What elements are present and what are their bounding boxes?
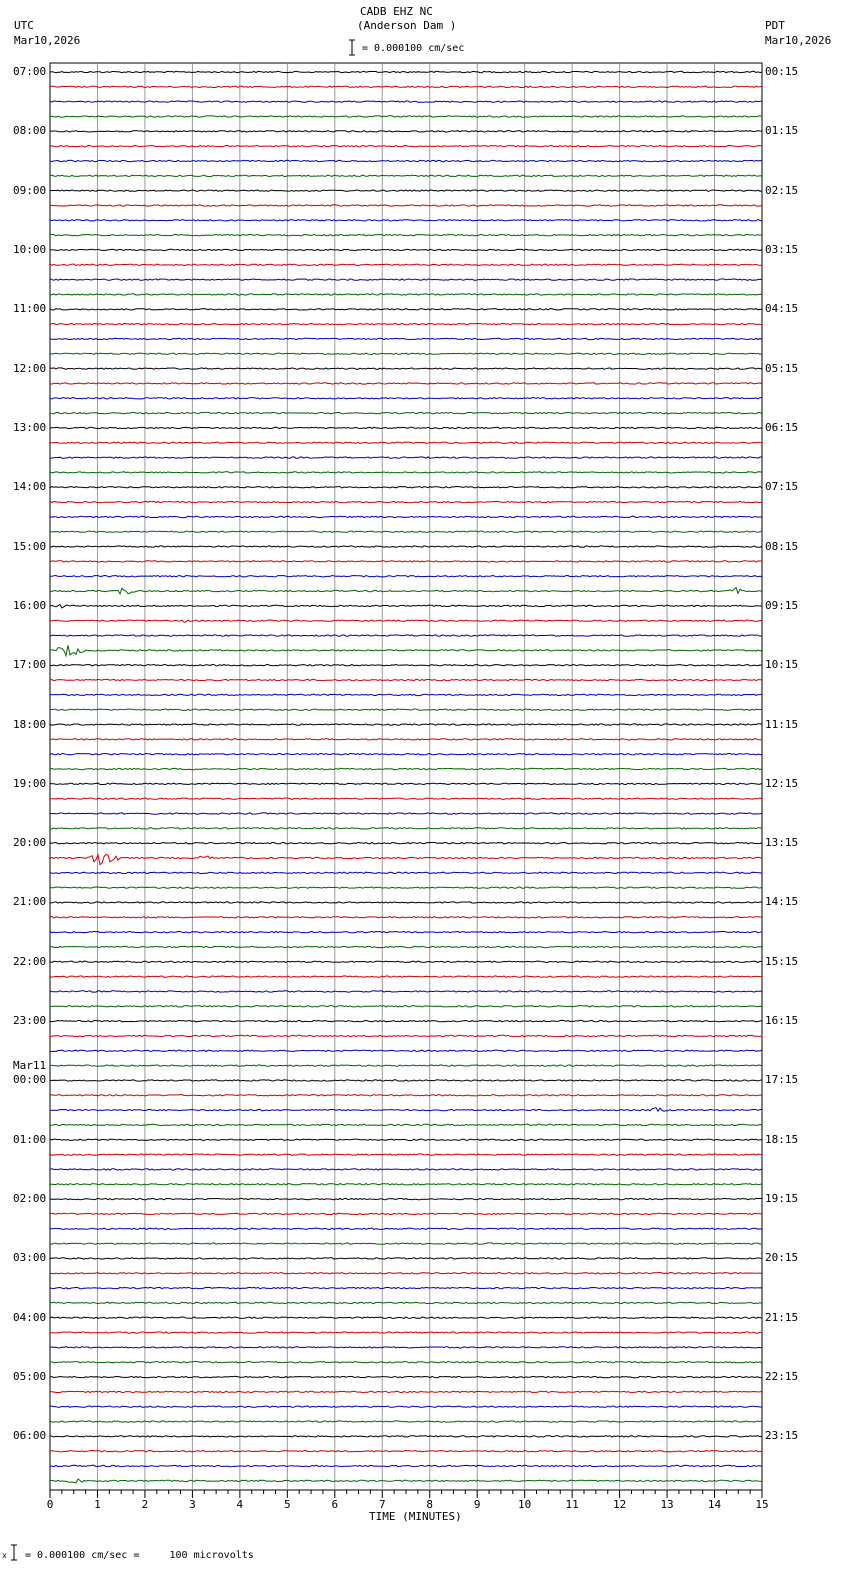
trace-66 (50, 1050, 762, 1051)
trace-48 (50, 783, 762, 784)
trace-91 (50, 1421, 762, 1422)
trace-64 (50, 1020, 762, 1021)
right-hour-label: 02:15 (765, 183, 799, 197)
x-tick-label: 0 (46, 1498, 54, 1511)
x-tick-label: 13 (660, 1498, 674, 1511)
trace-50 (50, 813, 762, 814)
left-hour-label: 10:00 (13, 242, 47, 256)
right-hour-label: 14:15 (765, 895, 799, 909)
trace-43 (50, 709, 762, 710)
x-tick-label: 8 (426, 1498, 434, 1511)
trace-16 (50, 309, 762, 310)
trace-54 (50, 872, 762, 873)
x-tick-label: 11 (565, 1498, 579, 1511)
trace-53 (50, 855, 762, 865)
trace-41 (50, 679, 762, 680)
trace-25 (50, 442, 762, 443)
trace-17 (50, 323, 762, 324)
trace-61 (50, 976, 762, 977)
right-hour-label: 16:15 (765, 1014, 799, 1028)
left-hour-label: 23:00 (13, 1014, 47, 1028)
left-hour-label: 13:00 (13, 420, 47, 434)
left-hour-label: 22:00 (13, 954, 47, 968)
left-hour-label: 11:00 (13, 302, 47, 316)
left-hour-label: 08:00 (13, 124, 47, 138)
trace-87 (50, 1362, 762, 1363)
right-date: Mar10,2026 (765, 34, 832, 47)
left-hour-label: 15:00 (13, 539, 47, 553)
right-hour-label: 08:15 (765, 539, 799, 553)
trace-layer (50, 71, 762, 1482)
x-tick-label: 5 (284, 1498, 291, 1511)
x-tick-label: 7 (378, 1498, 386, 1511)
left-hour-label: 14:00 (13, 480, 47, 494)
trace-1 (50, 86, 762, 87)
trace-76 (50, 1198, 762, 1199)
right-hour-label: 15:15 (765, 954, 799, 968)
scale-label: = 0.000100 cm/sec (362, 43, 465, 54)
trace-58 (50, 931, 762, 932)
trace-9 (50, 205, 762, 206)
trace-19 (50, 353, 762, 354)
trace-73 (50, 1154, 762, 1155)
right-hour-label: 11:15 (765, 717, 799, 731)
left-hour-label: 06:00 (13, 1429, 47, 1443)
left-date: Mar10,2026 (14, 34, 81, 47)
right-hour-label: 12:15 (765, 776, 799, 790)
x-tick-label: 15 (755, 1498, 769, 1511)
trace-71 (50, 1124, 762, 1125)
left-hour-label: 07:00 (13, 65, 47, 78)
right-hour-label: 00:15 (765, 65, 799, 78)
left-hour-label: 01:00 (13, 1132, 47, 1146)
calibration-text: = 0.000100 cm/sec = 100 microvolts (25, 1550, 254, 1561)
right-hour-label: 09:15 (765, 598, 799, 612)
trace-60 (50, 961, 762, 962)
trace-89 (50, 1391, 762, 1392)
trace-69 (50, 1095, 762, 1096)
trace-85 (50, 1332, 762, 1333)
trace-32 (50, 546, 762, 547)
right-hour-label: 22:15 (765, 1370, 799, 1384)
right-hour-label: 19:15 (765, 1192, 799, 1206)
trace-2 (50, 101, 762, 102)
right-hour-label: 21:15 (765, 1310, 799, 1324)
trace-47 (50, 768, 762, 769)
left-hour-label: 05:00 (13, 1370, 47, 1384)
trace-33 (50, 561, 762, 562)
trace-6 (50, 160, 762, 161)
x-tick-label: 1 (94, 1498, 101, 1511)
trace-49 (50, 798, 762, 799)
trace-31 (50, 531, 762, 532)
trace-74 (50, 1169, 762, 1170)
trace-86 (50, 1347, 762, 1348)
left-hour-label: 02:00 (13, 1192, 47, 1206)
trace-20 (50, 368, 762, 369)
plot-frame (50, 63, 762, 1490)
left-hour-label: 00:00 (13, 1073, 47, 1087)
left-hour-label: 19:00 (13, 776, 47, 790)
trace-13 (50, 264, 762, 265)
trace-88 (50, 1376, 762, 1377)
trace-52 (50, 843, 762, 844)
trace-28 (50, 487, 762, 488)
trace-0 (50, 71, 762, 72)
trace-83 (50, 1302, 762, 1303)
trace-36 (50, 605, 762, 608)
right-hour-label: 04:15 (765, 302, 799, 316)
trace-57 (50, 917, 762, 918)
trace-80 (50, 1258, 762, 1259)
trace-39 (50, 645, 762, 655)
trace-79 (50, 1243, 762, 1244)
right-hour-label: 01:15 (765, 124, 799, 138)
trace-42 (50, 694, 762, 695)
trace-21 (50, 383, 762, 384)
trace-12 (50, 249, 762, 250)
calibration-marker: x (2, 1551, 7, 1560)
right-hour-label: 13:15 (765, 836, 799, 850)
trace-40 (50, 665, 762, 666)
trace-70 (50, 1108, 762, 1112)
left-hour-label: 20:00 (13, 836, 47, 850)
trace-15 (50, 294, 762, 295)
trace-75 (50, 1184, 762, 1185)
trace-23 (50, 412, 762, 413)
left-hour-label: 04:00 (13, 1310, 47, 1324)
trace-95 (50, 1479, 762, 1483)
x-tick-label: 2 (141, 1498, 149, 1511)
right-hour-label: 07:15 (765, 480, 799, 494)
right-hour-label: 10:15 (765, 658, 799, 672)
right-hour-label: 05:15 (765, 361, 799, 375)
left-hour-label: 03:00 (13, 1251, 47, 1265)
trace-34 (50, 576, 762, 577)
trace-55 (50, 887, 762, 888)
trace-29 (50, 501, 762, 502)
right-hour-label: 17:15 (765, 1073, 799, 1087)
x-axis-label: TIME (MINUTES) (369, 1510, 462, 1523)
trace-94 (50, 1465, 762, 1466)
trace-35 (50, 588, 762, 594)
trace-38 (50, 635, 762, 636)
trace-46 (50, 754, 762, 755)
trace-84 (50, 1317, 762, 1318)
right-hour-label: 06:15 (765, 420, 799, 434)
x-tick-label: 9 (473, 1498, 481, 1511)
x-tick-label: 3 (189, 1498, 196, 1511)
right-hour-label: 23:15 (765, 1429, 799, 1443)
trace-10 (50, 220, 762, 221)
calibration-bar-icon (9, 1544, 19, 1562)
x-tick-label: 14 (707, 1498, 722, 1511)
x-tick-label: 6 (331, 1498, 339, 1511)
trace-81 (50, 1273, 762, 1274)
x-tick-label: 10 (518, 1498, 532, 1511)
station-location: (Anderson Dam ) (357, 19, 457, 32)
x-tick-label: 4 (236, 1498, 244, 1511)
trace-92 (50, 1436, 762, 1437)
trace-93 (50, 1451, 762, 1452)
left-hour-label: 17:00 (13, 658, 47, 672)
trace-82 (50, 1287, 762, 1288)
trace-4 (50, 131, 762, 132)
left-timezone: UTC (14, 19, 34, 32)
x-tick-label: 12 (612, 1498, 627, 1511)
left-hour-label: 18:00 (13, 717, 47, 731)
trace-14 (50, 279, 762, 280)
date-change-label: Mar11 (13, 1059, 47, 1073)
trace-90 (50, 1406, 762, 1407)
station-title: CADB EHZ NC (360, 5, 433, 18)
trace-3 (50, 116, 762, 117)
trace-7 (50, 175, 762, 176)
trace-78 (50, 1228, 762, 1229)
trace-56 (50, 902, 762, 903)
trace-37 (50, 620, 762, 622)
right-hour-label: 18:15 (765, 1132, 799, 1146)
trace-77 (50, 1213, 762, 1214)
trace-63 (50, 1006, 762, 1007)
trace-67 (50, 1065, 762, 1066)
grid-layer (50, 63, 762, 1490)
trace-59 (50, 946, 762, 947)
trace-65 (50, 1035, 762, 1036)
trace-30 (50, 516, 762, 517)
right-timezone: PDT (765, 19, 785, 32)
left-hour-label: 16:00 (13, 598, 47, 612)
left-hour-label: 21:00 (13, 895, 47, 909)
trace-11 (50, 234, 762, 235)
trace-22 (50, 398, 762, 399)
trace-44 (50, 724, 762, 725)
x-axis (47, 1490, 769, 1511)
right-hour-label: 20:15 (765, 1251, 799, 1265)
trace-62 (50, 991, 762, 992)
trace-27 (50, 472, 762, 473)
trace-18 (50, 338, 762, 339)
trace-45 (50, 739, 762, 740)
left-hour-label: 09:00 (13, 183, 47, 197)
trace-72 (50, 1139, 762, 1140)
right-hour-label: 03:15 (765, 242, 799, 256)
trace-26 (50, 457, 762, 458)
trace-51 (50, 828, 762, 829)
trace-24 (50, 427, 762, 428)
left-hour-label: 12:00 (13, 361, 47, 375)
trace-8 (50, 190, 762, 191)
trace-68 (50, 1080, 762, 1081)
trace-5 (50, 146, 762, 147)
